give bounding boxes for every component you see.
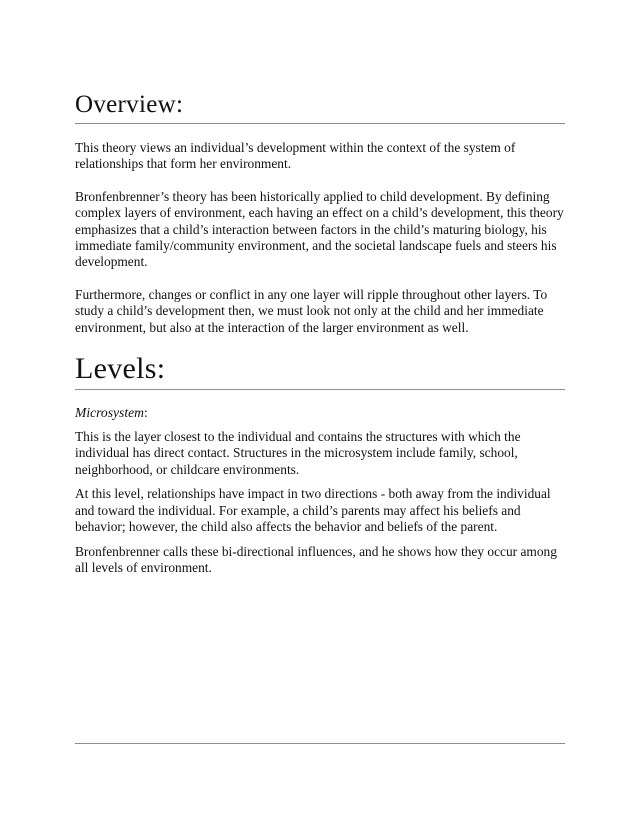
microsystem-paragraph-3: Bronfenbrenner calls these bi-directional influences, and he shows how they occur among all levels of environment. xyxy=(75,543,557,575)
microsystem-paragraph-1: This is the layer closest to the individual and contains the structures with which the individual has direct contact. Structures in the microsystem include family, school, neighborhood, or childcare environments. xyxy=(75,429,521,477)
overview-heading-rule xyxy=(75,123,565,124)
overview-paragraph-1: This theory views an individual’s development within the context of the system of relationships that form her environment. xyxy=(75,140,516,172)
microsystem-paragraph-2: At this level, relationships have impact in two directions - both away from the individual and toward the individual. For example, a child’s parents may affect his beliefs and behavior; however, the child also affects the behavior and beliefs of the parent. xyxy=(75,486,551,535)
overview-paragraph-3: Furthermore, changes or conflict in any one layer will ripple throughout other layers. To study a child’s development then, we must look not only at the child and her immediate environment, but also at the interaction of the larger environment as well. xyxy=(75,286,548,335)
overview-paragraph-2: Bronfenbrenner’s theory has been historically applied to child development. By defining complex layers of environment, each having an effect on a child’s development, this theory emphasizes that a child’s interaction between factors in the child’s maturing biology, his immediate family/community environment, and the societal landscape fuels and steers his development. xyxy=(75,188,564,270)
microsystem-label-colon: : xyxy=(143,405,148,421)
page-content xyxy=(75,90,565,576)
levels-heading: Levels: xyxy=(75,352,166,386)
levels-heading-rule xyxy=(75,389,565,390)
microsystem-subheading xyxy=(75,404,565,421)
footer-rule xyxy=(75,743,565,744)
overview-heading: Overview: xyxy=(75,91,184,118)
microsystem-label: Microsystem xyxy=(75,405,144,421)
